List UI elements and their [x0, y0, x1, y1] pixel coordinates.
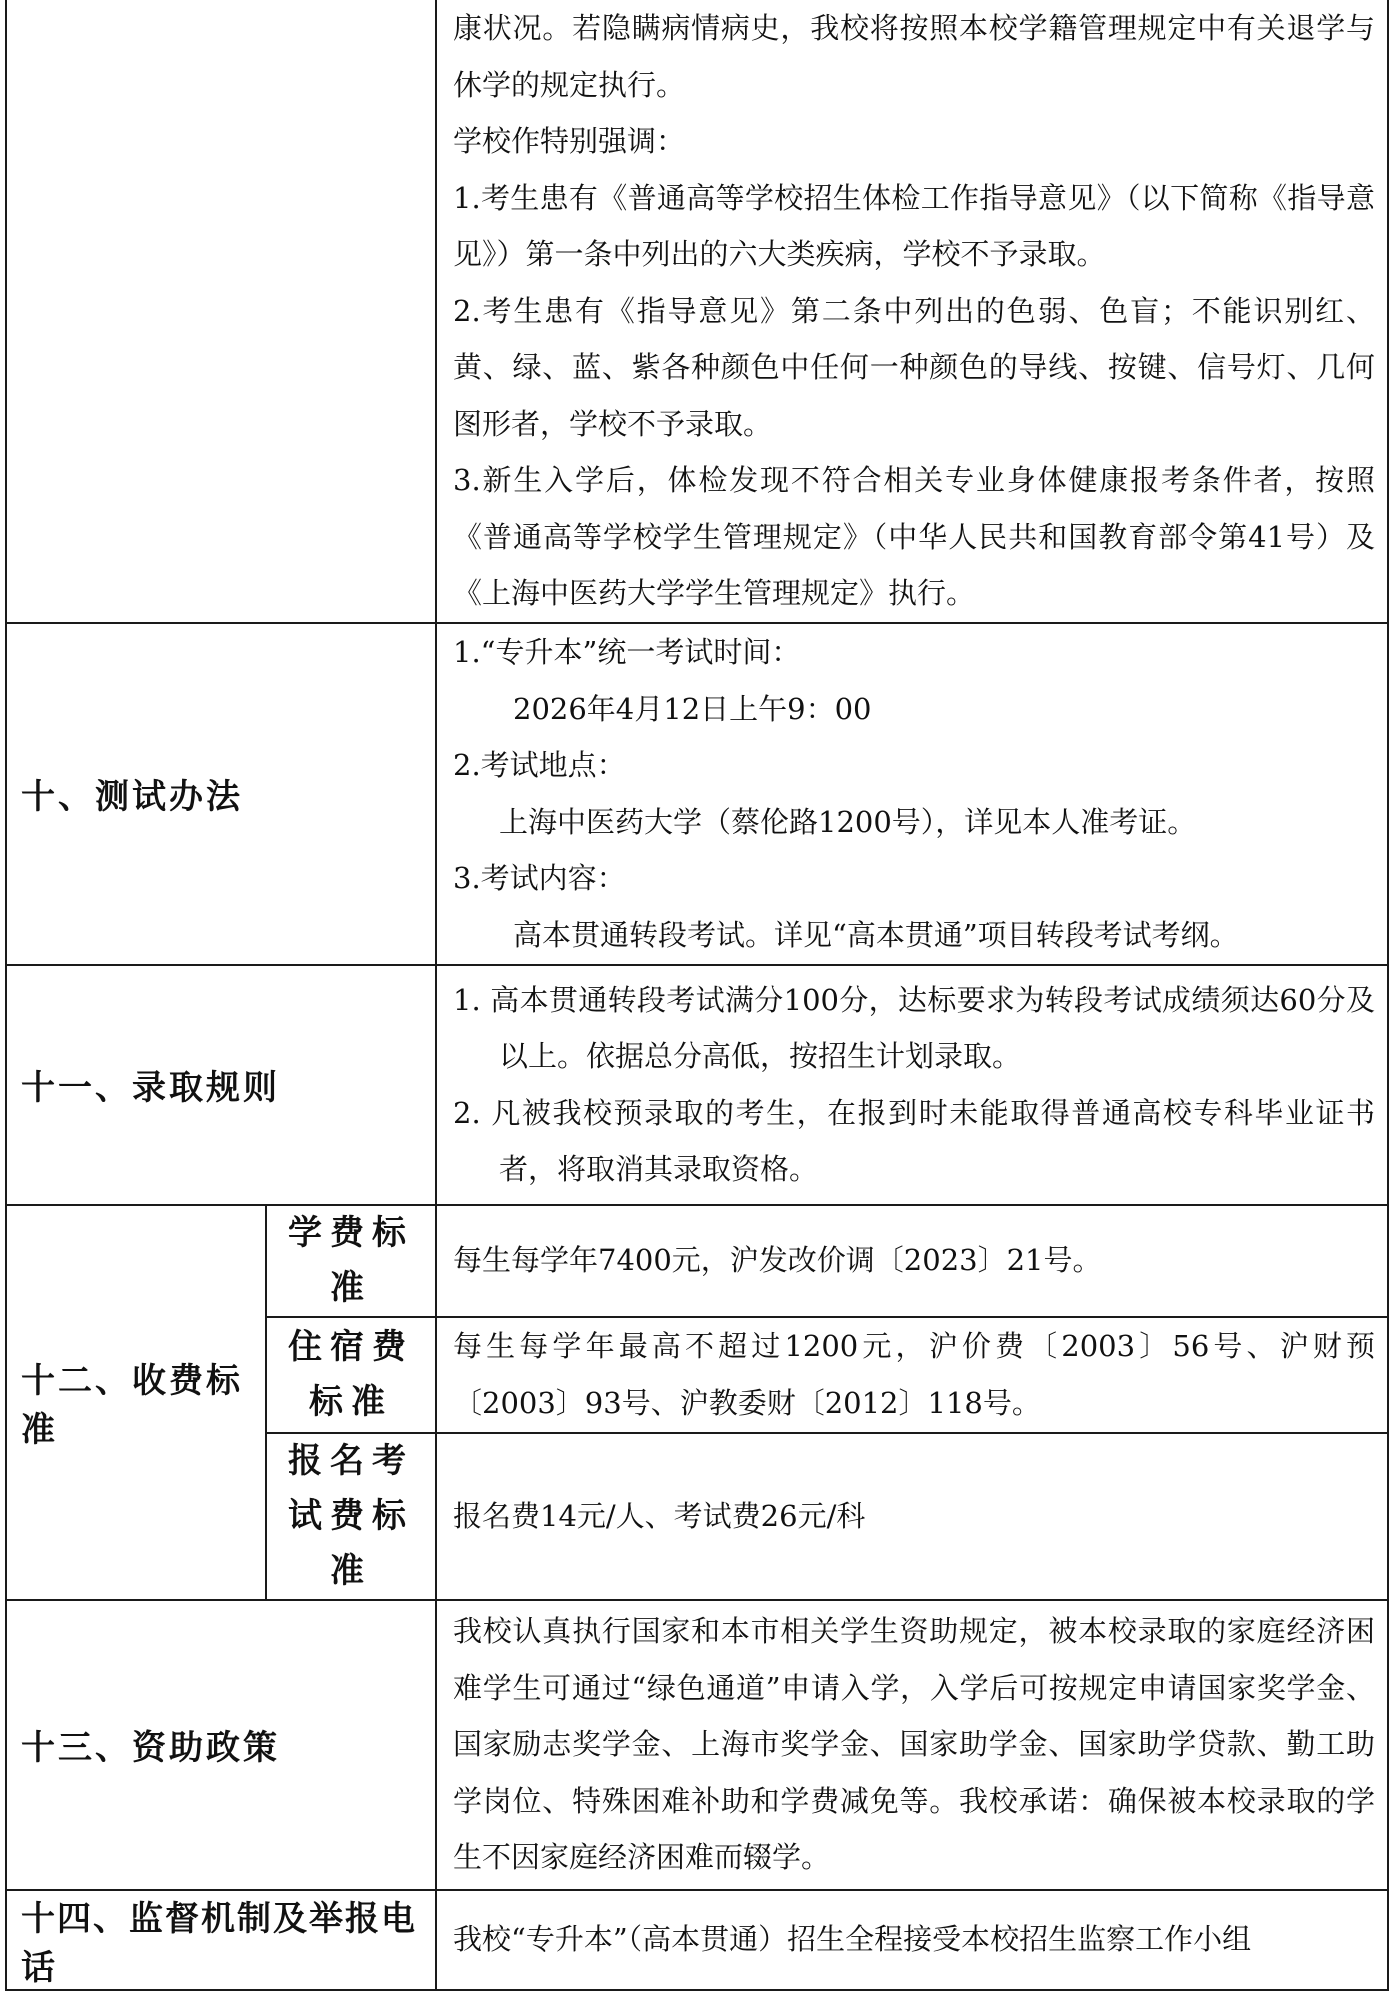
section-11-row [6, 965, 1388, 1205]
section-10-content [436, 623, 1388, 965]
section-9-row [6, 0, 1388, 623]
health-rule-1: 1.考生患有《普通高等学校招生体检工作指导意见》（以下简称《指导意见》）第一条中列出的六大类疾病，学校不予录取。 [453, 180, 1375, 271]
fee-exam-label: 报名考试费标准 [266, 1433, 436, 1600]
section-11-title: 十一、录取规则 [6, 965, 436, 1205]
section-9-content [436, 0, 1388, 623]
section-9-header-cell [6, 0, 436, 623]
fee-dorm-label: 住宿费标准 [266, 1317, 436, 1433]
exam-time-label: 1.“专升本”统一考试时间： [453, 635, 801, 669]
fee-dorm-value: 每生每学年最高不超过1200元，沪价费〔2003〕56号、沪财预〔2003〕93号、沪教委财〔2012〕118号。 [436, 1317, 1388, 1433]
fee-tuition-value: 每生每学年7400元，沪发改价调〔2023〕21号。 [436, 1205, 1388, 1317]
admission-rule-1: 1. 高本贯通转段考试满分100分，达标要求为转段考试成绩须达60分及以上。依据总分高低，按招生计划录取。 [453, 982, 1375, 1073]
section-13-content: 我校认真执行国家和本市相关学生资助规定，被本校录取的家庭经济困难学生可通过“绿色通道”申请入学，入学后可按规定申请国家奖学金、国家励志奖学金、上海市奖学金、国家助学金、国家助学贷款、勤工助学岗位、特殊困难补助和学费减免等。我校承诺：确保被本校录取的学生不因家庭经济困难而辍学。 [436, 1600, 1388, 1890]
exam-content-value: 高本贯通转段考试。详见“高本贯通”项目转段考试考纲。 [513, 917, 1239, 952]
fee-exam-value: 报名费14元/人、考试费26元/科 [436, 1433, 1388, 1600]
section-14-content: 我校“专升本”（高本贯通）招生全程接受本校招生监察工作小组 [436, 1890, 1388, 1990]
exam-content-label: 3.考试内容： [453, 861, 626, 895]
section-10-title: 十、测试办法 [6, 623, 436, 965]
special-emphasis-label: 学校作特别强调： [453, 124, 686, 158]
section-14-title: 十四、监督机制及举报电话 [6, 1890, 436, 1990]
section-14-row [6, 1890, 1388, 1990]
section-12-title: 十二、收费标准 [6, 1205, 266, 1600]
section-13-title: 十三、资助政策 [6, 1600, 436, 1890]
exam-place-label: 2.考试地点： [453, 748, 626, 782]
exam-time-value: 2026年4月12日上午9：00 [513, 691, 872, 726]
health-rule-2: 2.考生患有《指导意见》第二条中列出的色弱、色盲；不能识别红、黄、绿、蓝、紫各种颜色中任何一种颜色的导线、按键、信号灯、几何图形者，学校不予录取。 [453, 293, 1375, 441]
fee-tuition-row [6, 1205, 1388, 1317]
admission-rule-2: 2. 凡被我校预录取的考生，在报到时未能取得普通高校专科毕业证书者，将取消其录取资格。 [453, 1095, 1375, 1186]
exam-place-value: 上海中医药大学（蔡伦路1200号），详见本人准考证。 [499, 804, 1197, 839]
admission-policy-table [5, 0, 1389, 1991]
section-11-content [436, 965, 1388, 1205]
section-10-row [6, 623, 1388, 965]
health-rule-3: 3.新生入学后，体检发现不符合相关专业身体健康报考条件者，按照《普通高等学校学生管理规定》（中华人民共和国教育部令第41号）及《上海中医药大学学生管理规定》执行。 [453, 463, 1375, 610]
fee-tuition-label: 学费标准 [266, 1205, 436, 1317]
health-statement: 康状况。若隐瞒病情病史，我校将按照本校学籍管理规定中有关退学与休学的规定执行。 [453, 11, 1375, 102]
section-13-row [6, 1600, 1388, 1890]
